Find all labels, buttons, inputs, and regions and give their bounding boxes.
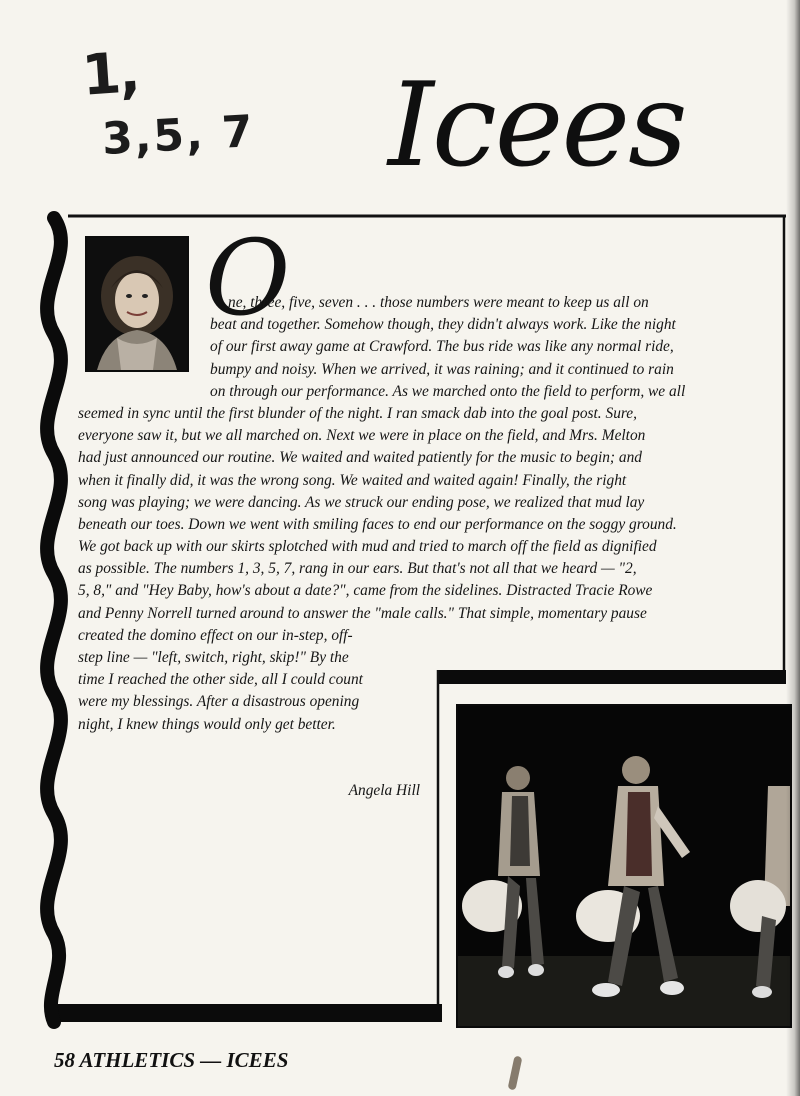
page-title: Icees bbox=[388, 58, 686, 193]
story-line: and Penny Norrell turned around to answer the "male calls." That simple, momentary pause bbox=[78, 604, 647, 622]
story-text bbox=[78, 292, 778, 736]
story-line: had just announced our routine. We waited and waited patiently for the music to begin; and bbox=[78, 449, 642, 467]
story-line: beneath our toes. Down we went with smiling faces to end our performance on the soggy ground. bbox=[78, 515, 677, 533]
handwritten-numbers: 3,5, 7 bbox=[100, 106, 256, 165]
story-line: seemed in sync until the first blunder of the night. I ran smack dab into the goal post. Sure, bbox=[78, 404, 637, 422]
story-line: were my blessings. After a disastrous opening bbox=[78, 693, 360, 711]
story-line: everyone saw it, but we all marched on. Next we were in place on the field, and Mrs. Melton bbox=[78, 427, 646, 445]
story-line: ne, three, five, seven . . . those numbers were meant to keep us all on bbox=[228, 294, 649, 311]
story-line: step line — "left, switch, right, skip!" By the bbox=[78, 649, 349, 666]
story-line: beat and together. Somehow though, they didn't always work. Like the night bbox=[210, 316, 676, 334]
story-line: 5, 8," and "Hey Baby, how's about a date?", came from the sidelines. Distracted Tracie Rowe bbox=[78, 582, 653, 600]
story-line: time I reached the other side, all I could count bbox=[78, 671, 363, 689]
handwritten-number-one: 1, bbox=[79, 40, 141, 109]
page-footer: 58 ATHLETICS — ICEES bbox=[54, 1048, 289, 1072]
story-line: on through our performance. As we marched onto the field to perform, we all bbox=[210, 382, 686, 400]
story-line: song was playing; we were dancing. As we struck our ending pose, we realized that mud lay bbox=[78, 493, 645, 511]
drop-cap: O bbox=[205, 217, 291, 339]
story-line: as possible. The numbers 1, 3, 5, 7, rang in our ears. But that's not all that we heard — "2, bbox=[78, 560, 637, 578]
story-line: night, I knew things would only get better. bbox=[78, 715, 336, 733]
story-line: when it finally did, it was the wrong song. We waited and waited again! Finally, the right bbox=[78, 471, 627, 489]
story-line: of our first away game at Crawford. The bus ride was like any normal ride, bbox=[210, 338, 674, 356]
icees-performance-photo bbox=[456, 704, 792, 1028]
story-line: We got back up with our skirts splotched with mud and tried to march off the field as dignified bbox=[78, 538, 657, 556]
story-line: bumpy and noisy. When we arrived, it was raining; and it continued to rain bbox=[210, 360, 674, 378]
author-byline: Angela Hill bbox=[348, 782, 420, 799]
page-edge-shadow bbox=[786, 0, 800, 1096]
ink-smudge bbox=[508, 1056, 523, 1091]
story-line: created the domino effect on our in-step, off- bbox=[78, 626, 353, 644]
